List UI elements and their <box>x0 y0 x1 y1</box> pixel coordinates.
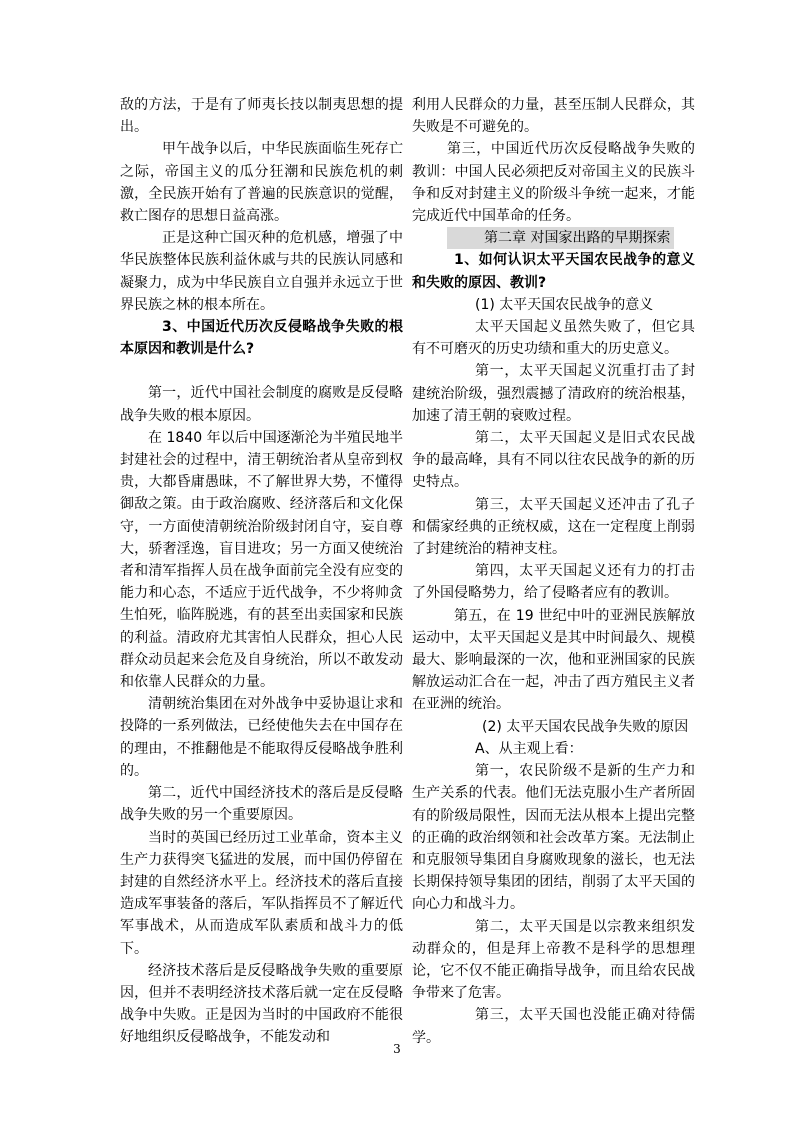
paragraph: 第三，太平天国也没能正确对待儒学。 <box>412 1007 695 1046</box>
chapter-title: 第二章 对国家出路的早期探索 <box>447 227 674 249</box>
paragraph: 第三，中国近代历次反侵略战争失败的教训：中国人民必须把反对帝国主义的民族斗争和反对封建主义的阶级斗争统一起来，才能完成近代中国革命的任务。 <box>412 141 695 225</box>
page-number: 3 <box>393 1042 401 1056</box>
paragraph: 第一，近代中国社会制度的腐败是反侵略战争失败的根本原因。 <box>120 385 403 424</box>
paragraph: 利用人民群众的力量，甚至压制人民群众，其失败是不可避免的。 <box>412 97 695 136</box>
paragraph: 正是这种亡国灭种的危机感，增强了中华民族整体民族利益休戚与共的民族认同感和凝聚力，成为中华民族自立自强并永远立于世界民族之林的根本所在。 <box>120 230 403 313</box>
paragraph: 太平天国起义虽然失败了，但它具有不可磨灭的历史功绩和重大的历史意义。 <box>412 319 695 358</box>
paragraph: 清朝统治集团在对外战争中妥协退让求和投降的一系列做法，已经使他失去在中国存在的理由，不推翻他是不能取得反侵略战争胜利的。 <box>120 696 403 779</box>
paragraph: 第四，太平天国起义还有力的打击了外国侵略势力，给了侵略者应有的教训。 <box>412 563 695 602</box>
paragraph: 第二，太平天国起义是旧式农民战争的最高峰，具有不同以往农民战争的新的历史特点。 <box>412 430 695 491</box>
paragraph: 当时的英国已经历过工业革命，资本主义生产力获得突飞猛进的发展，而中国仍停留在封建的自然经济水平上。经济技术的落后直接造成军事装备的落后，军队指挥员不了解近代军事战术，从而造成军队素质和战斗力的低下。 <box>120 829 403 957</box>
paragraph: 第二，太平天国是以宗教来组织发动群众的，但是拜上帝教不是科学的思想理论，它不仅不能正确指导战争，而且给农民战争带来了危害。 <box>412 918 695 1002</box>
paragraph: 经济技术落后是反侵略战争失败的重要原因，但并不表明经济技术落后就一定在反侵略战争中失败。正是因为当时的中国政府不能很好地组织反侵略战争，不能发动和 <box>120 962 403 1046</box>
paragraph: 甲午战争以后，中华民族面临生死存亡之际，帝国主义的瓜分狂潮和民族危机的刺激，全民族开始有了普遍的民族意识的觉醒，救亡图存的思想日益高涨。 <box>120 141 403 225</box>
spacer <box>120 360 403 382</box>
paragraph: 第一，农民阶级不是新的生产力和生产关系的代表。他们无法克服小生产者所固有的阶级局限性，因而无法从根本上提出完整的正确的政治纲领和社会改革方案。无法制止和克服领导集团自身腐败现象的滋长，也无法长期保持领导集团的团结，削弱了太平天国的向心力和战斗力。 <box>412 763 695 913</box>
paragraph: 在 1840 年以后中国逐渐沦为半殖民地半封建社会的过程中，清王朝统治者从皇帝到权贵，大都昏庸愚昧，不了解世界大势，不懂得御敌之策。由于政治腐败、经济落后和文化保守，一方面使清朝统治阶级封闭自守，妄自尊大，骄奢淫逸，盲目进攻；另一方面又使统治者和清军指挥人员在战争面前完全没有应变的能力和心态，不适应于近代战争，不少将帅贪生怕死，临阵脱逃，有的甚至出卖国家和民族的利益。清政府尤其害怕人民群众，担心人民群众动员起来会危及自身统治，所以不敢发动和依靠人民群众的力量。 <box>120 429 403 691</box>
paragraph: 敌的方法，于是有了师夷长技以制夷思想的提出。 <box>120 97 403 136</box>
paragraph: 第三，太平天国起义还冲击了孔子和儒家经典的正统权威，这在一定程度上削弱了封建统治的精神支柱。 <box>412 496 695 558</box>
paragraph: 第一，太平天国起义沉重打击了封建统治阶级，强烈震撼了清政府的统治根基，加速了清王朝的衰败过程。 <box>412 363 695 424</box>
section-heading: (1) 太平天国农民战争的意义 <box>475 296 654 313</box>
question-heading: 1、如何认识太平天国农民战争的意义和失败的原因、教训? <box>412 252 695 291</box>
section-heading: (2) 太平天国农民战争失败的原因 <box>482 718 689 735</box>
question-heading: 3、中国近代历次反侵略战争失败的根本原因和教训是什么? <box>120 319 403 358</box>
paragraph: 第二，近代中国经济技术的落后是反侵略战争失败的另一个重要原因。 <box>120 785 403 824</box>
sub-heading: A、从主观上看： <box>475 740 583 757</box>
chapter-line <box>412 227 695 249</box>
left-column <box>120 94 403 1049</box>
right-column <box>412 94 695 1049</box>
paragraph: 第五，在 19 世纪中叶的亚洲民族解放运动中，太平天国起义是其中时间最久、规模最大、影响最深的一次，他和亚洲国家的民族解放运动汇合在一起，冲击了西方殖民主义者在亚洲的统治。 <box>412 607 695 713</box>
